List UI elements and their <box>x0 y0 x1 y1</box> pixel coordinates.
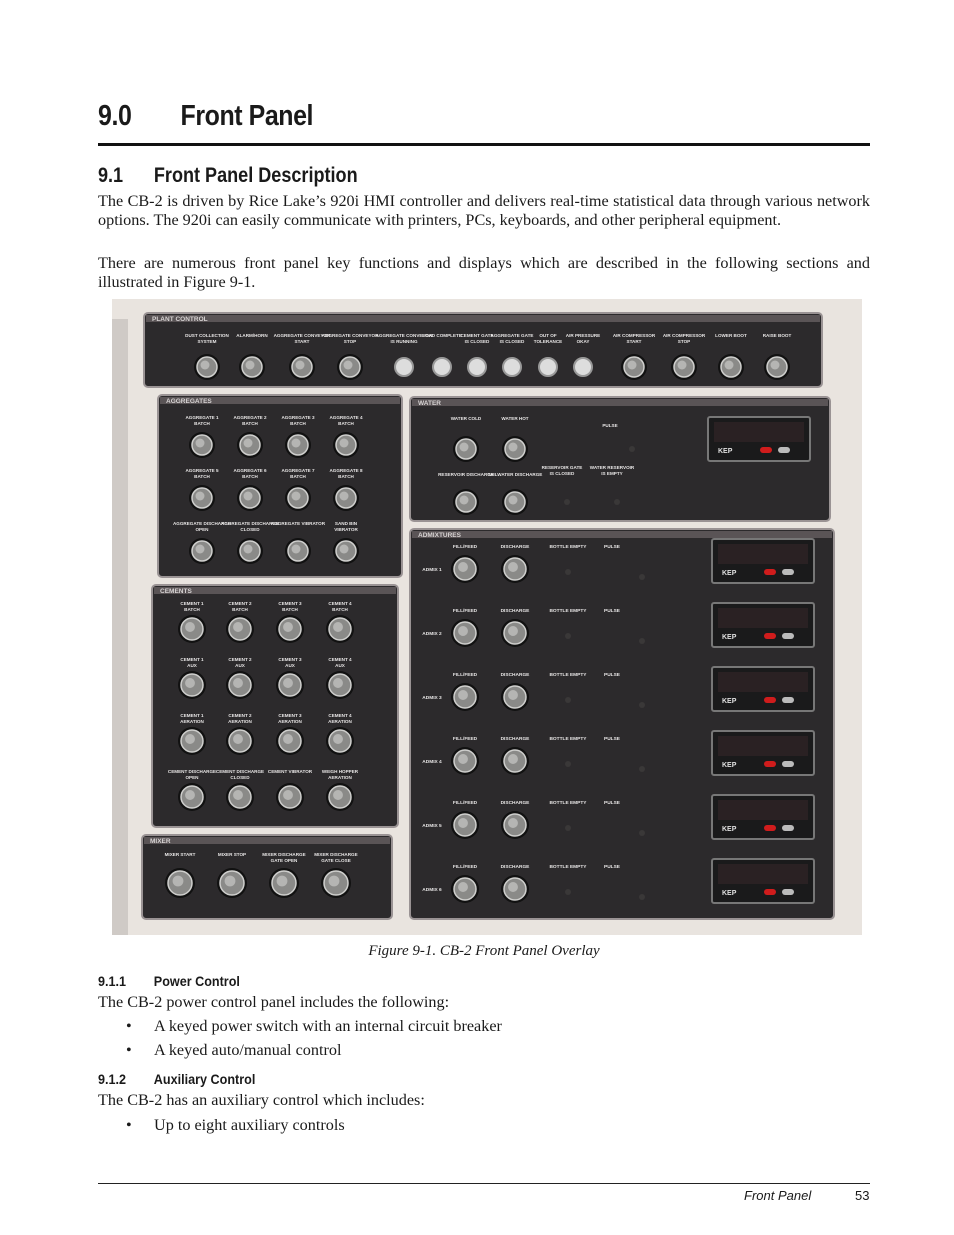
power-intro: The CB-2 power control panel includes the following: <box>98 993 450 1011</box>
admix-row-label: ADMIX 2 <box>422 632 442 637</box>
admix-led <box>565 825 571 831</box>
plant-control-label: DUST COLLECTION <box>185 333 229 338</box>
plant-control-label: AGGREGATE CONVEYOR <box>375 333 433 338</box>
water-led <box>564 499 570 505</box>
aggregates-knob-highlight <box>340 439 349 448</box>
admix-fill-knob-highlight <box>458 754 468 764</box>
cements-label: BATCH <box>232 607 248 612</box>
indicator-lamp <box>539 358 557 376</box>
admix-column-label: BOTTLE EMPTY <box>549 737 587 742</box>
admix-kep-display-gray-key <box>782 633 794 639</box>
aggregates-label: BATCH <box>242 474 258 479</box>
plant-control-label: START <box>294 339 310 344</box>
plant-control-label: AIR COMPRESSOR <box>612 333 656 338</box>
aggregates-knob-highlight <box>244 439 253 448</box>
chapter-title: Front Panel <box>180 100 314 132</box>
plant-control-knob-highlight <box>201 361 210 370</box>
aggregates-knob-highlight <box>196 492 205 501</box>
plant-control-label: OKAY <box>576 339 590 344</box>
mixer-panel-title-bar <box>144 837 390 844</box>
admix-kep-display-gray-key <box>782 889 794 895</box>
aggregates-label: BATCH <box>290 474 306 479</box>
water-kep-display-window <box>714 422 804 442</box>
mixer-label: MIXER DISCHARGE <box>262 852 306 857</box>
plant-control-label: TOLERANCE <box>533 339 563 344</box>
page-number: 53 <box>855 1188 870 1203</box>
water-label: RESERVOIR DISCHARGE <box>438 472 494 477</box>
water-label: WATER COLD <box>450 416 482 421</box>
aggregates-knob-highlight <box>196 545 205 554</box>
paragraph-intro: The CB-2 is driven by Rice Lake’s 920i HMI controller and delivers real-time statistical data through various network options. The 920i can easily communicate with printers, PCs, keyboards, and other peripheral equipment. <box>98 192 870 229</box>
paragraph-keys: There are numerous front panel key functions and displays which are described in the following sections and illustrated in Figure 9-1. <box>98 254 870 291</box>
cements-label: AUX <box>235 663 245 668</box>
mixer-label: MIXER DISCHARGE <box>314 852 358 857</box>
water-kep-display-red-key <box>760 447 772 453</box>
mixer-knob-highlight <box>173 876 184 887</box>
mixer-label: GATE CLOSE <box>321 858 351 863</box>
admix-row-label: ADMIX 6 <box>422 888 442 893</box>
cements-label: CEMENT 3 <box>278 713 302 718</box>
admixtures-panel-title-bar <box>412 531 832 538</box>
plant-control-knob-highlight <box>628 361 637 370</box>
cements-label: CEMENT 4 <box>328 713 352 718</box>
aggregates-label: AGGREGATE 3 <box>281 415 315 420</box>
bullet-text: A keyed auto/manual control <box>154 1041 342 1059</box>
water-label: WATER RESERVOIR <box>589 465 635 470</box>
cements-label: BATCH <box>282 607 298 612</box>
cements-label: CEMENT DISCHARGE <box>167 769 217 774</box>
cements-label: CEMENT 2 <box>228 657 252 662</box>
mixer-knob-highlight <box>329 876 340 887</box>
water-knob-highlight <box>509 443 518 452</box>
admix-kep-display-brand: KEP <box>722 762 737 769</box>
cements-knob-highlight <box>185 790 195 800</box>
indicator-lamp <box>433 358 451 376</box>
aggregates-label: BATCH <box>338 421 354 426</box>
front-panel-photo <box>112 299 862 935</box>
water-label: WATER HOT <box>501 416 529 421</box>
aggregates-label: AGGREGATE 4 <box>329 415 363 420</box>
cements-label: CEMENT 1 <box>180 601 204 606</box>
admix-led <box>565 889 571 895</box>
plant-control-knob-highlight <box>771 361 780 370</box>
admix-fill-knob-highlight <box>458 690 468 700</box>
plant-control-knob-highlight <box>246 361 255 370</box>
bullet-item <box>126 1017 502 1036</box>
cements-knob-highlight <box>233 678 243 688</box>
aggregates-label: BATCH <box>242 421 258 426</box>
cements-knob-highlight <box>233 790 243 800</box>
cements-knob-highlight <box>283 790 293 800</box>
water-kep-display-brand: KEP <box>718 448 733 455</box>
subsection-number: 9.1.1 <box>98 973 127 989</box>
cements-label: BATCH <box>332 607 348 612</box>
plant-control-label: IS CLOSED <box>464 339 490 344</box>
admix-fill-knob-highlight <box>458 882 468 892</box>
admix-kep-display-window <box>718 736 808 756</box>
aggregates-label: AGGREGATE 6 <box>233 468 267 473</box>
admix-row-label: ADMIX 5 <box>422 824 442 829</box>
water-label: RESERVOIR GATE <box>541 465 583 470</box>
cements-knob-highlight <box>333 790 343 800</box>
plant-control-knob-highlight <box>725 361 734 370</box>
admix-column-label: DISCHARGE <box>500 545 530 550</box>
cements-knob-highlight <box>333 734 343 744</box>
admix-row-label: ADMIX 4 <box>422 760 442 765</box>
cements-label: AERATION <box>228 719 252 724</box>
cements-label: CEMENT 2 <box>228 713 252 718</box>
admix-column-label: DISCHARGE <box>500 801 530 806</box>
water-panel-title: WATER <box>418 400 441 407</box>
water-knob-highlight <box>509 496 518 505</box>
cements-label: CEMENT 4 <box>328 657 352 662</box>
mixer-knob-highlight <box>277 876 288 887</box>
admix-column-label: FILL/FEED <box>452 737 478 742</box>
admix-discharge-knob-highlight <box>508 690 518 700</box>
cements-label: AUX <box>187 663 197 668</box>
bullet-text: A keyed power switch with an internal circuit breaker <box>154 1017 502 1035</box>
aggregates-panel-title: AGGREGATES <box>166 398 212 405</box>
plant-control-label: STOP <box>343 339 357 344</box>
cements-knob-highlight <box>283 622 293 632</box>
admix-fill-knob-highlight <box>458 626 468 636</box>
indicator-lamp <box>468 358 486 376</box>
bullet-text: Up to eight auxiliary controls <box>154 1116 345 1134</box>
subsection-title: Power Control <box>153 973 240 989</box>
admix-kep-display-window <box>718 800 808 820</box>
plant-control-knob-highlight <box>678 361 687 370</box>
admix-column-label: PULSE <box>604 545 620 550</box>
admix-kep-display-gray-key <box>782 697 794 703</box>
plant-control-label: RAISE BOOT <box>762 333 792 338</box>
cements-knob-highlight <box>185 734 195 744</box>
aggregates-label: AGGREGATE 5 <box>185 468 219 473</box>
cements-knob-highlight <box>333 622 343 632</box>
plant-control-label: IS RUNNING <box>390 339 418 344</box>
admix-kep-display-red-key <box>764 889 776 895</box>
aggregates-label: BATCH <box>194 421 210 426</box>
plant-control-label: STOP <box>677 339 691 344</box>
cements-knob-highlight <box>185 622 195 632</box>
auxiliary-intro: The CB-2 has an auxiliary control which includes: <box>98 1091 425 1109</box>
plant-control-label: AGGREGATE CONVEYOR <box>273 333 331 338</box>
cements-label: AERATION <box>278 719 302 724</box>
cements-label: BATCH <box>184 607 200 612</box>
admix-led <box>565 633 571 639</box>
chapter-number: 9.0 <box>98 100 132 132</box>
cements-label: CEMENT VIBRATOR <box>267 769 313 774</box>
admix-kep-display-red-key <box>764 633 776 639</box>
plant-control-label: IS CLOSED <box>499 339 525 344</box>
bullet-dot: • <box>126 1116 132 1134</box>
admix-column-label: FILL/FEED <box>452 545 478 550</box>
aggregates-label: AGGREGATE 1 <box>185 415 219 420</box>
footer-rule <box>98 1183 870 1184</box>
admix-led <box>639 638 645 644</box>
aggregates-knob-highlight <box>292 492 301 501</box>
admix-kep-display-red-key <box>764 569 776 575</box>
water-label: IS EMPTY <box>601 471 623 476</box>
admix-column-label: DISCHARGE <box>500 673 530 678</box>
cements-label: AERATION <box>328 775 352 780</box>
cements-label: CEMENT 1 <box>180 657 204 662</box>
subsection-title: Auxiliary Control <box>153 1071 256 1087</box>
admix-kep-display-window <box>718 672 808 692</box>
aggregates-knob-highlight <box>244 492 253 501</box>
admix-fill-knob-highlight <box>458 818 468 828</box>
cements-knob-highlight <box>333 678 343 688</box>
admix-led <box>639 574 645 580</box>
water-knob-highlight <box>460 443 469 452</box>
cements-label: CEMENT 2 <box>228 601 252 606</box>
admix-kep-display-red-key <box>764 825 776 831</box>
admix-kep-display-brand: KEP <box>722 570 737 577</box>
plant-control-label: LOWER BOOT <box>715 333 747 338</box>
admix-column-label: DISCHARGE <box>500 865 530 870</box>
figure-caption: Figure 9-1. CB-2 Front Panel Overlay <box>368 943 600 959</box>
plant-control-panel-title-bar <box>146 315 820 322</box>
section-title: Front Panel Description <box>153 164 358 187</box>
admix-discharge-knob-highlight <box>508 818 518 828</box>
water-label: TAILWATER DISCHARGE <box>487 472 543 477</box>
aggregates-knob-highlight <box>292 439 301 448</box>
cements-label: CEMENT DISCHARGE <box>215 769 265 774</box>
admix-led <box>639 702 645 708</box>
admix-kep-display-red-key <box>764 761 776 767</box>
cements-label: AERATION <box>180 719 204 724</box>
cements-knob-highlight <box>283 734 293 744</box>
admix-led <box>565 569 571 575</box>
admix-fill-knob-highlight <box>458 562 468 572</box>
plant-control-label: OUT OF <box>539 333 557 338</box>
cements-label: CLOSED <box>230 775 250 780</box>
indicator-lamp <box>395 358 413 376</box>
admix-discharge-knob-highlight <box>508 626 518 636</box>
admixtures-panel-title: ADMIXTURES <box>418 532 461 539</box>
plant-control-label: AIR COMPRESSOR <box>662 333 706 338</box>
plant-control-label: SYSTEM <box>197 339 217 344</box>
admix-column-label: BOTTLE EMPTY <box>549 865 587 870</box>
admix-column-label: DISCHARGE <box>500 737 530 742</box>
admix-kep-display-window <box>718 864 808 884</box>
front-panel-figure <box>112 299 862 935</box>
aggregates-label: BATCH <box>290 421 306 426</box>
plant-control-label: ALARM/HORN <box>236 333 268 338</box>
cements-knob-highlight <box>233 734 243 744</box>
admix-column-label: FILL/FEED <box>452 865 478 870</box>
admix-column-label: DISCHARGE <box>500 609 530 614</box>
footer-title: Front Panel <box>744 1188 812 1203</box>
admix-kep-display-brand: KEP <box>722 890 737 897</box>
cements-label: CEMENT 3 <box>278 657 302 662</box>
heading-rule <box>98 143 870 146</box>
admix-column-label: BOTTLE EMPTY <box>549 673 587 678</box>
cements-label: CEMENT 4 <box>328 601 352 606</box>
aggregates-label: AGGREGATE 8 <box>329 468 363 473</box>
admix-column-label: PULSE <box>604 673 620 678</box>
plant-control-knob-highlight <box>344 361 353 370</box>
plant-control-label: START <box>626 339 642 344</box>
admix-column-label: PULSE <box>604 609 620 614</box>
water-led <box>629 446 635 452</box>
subsection-heading-power <box>98 973 240 989</box>
admix-led <box>639 830 645 836</box>
admix-row-label: ADMIX 1 <box>422 568 442 573</box>
plant-control-knob-highlight <box>296 361 305 370</box>
water-label: PULSE <box>602 423 618 428</box>
admix-column-label: PULSE <box>604 737 620 742</box>
admix-led <box>639 894 645 900</box>
admix-kep-display-gray-key <box>782 569 794 575</box>
admix-kep-display-brand: KEP <box>722 698 737 705</box>
water-led <box>614 499 620 505</box>
plant-control-label: CEMENT GATE <box>460 333 494 338</box>
cements-label: AERATION <box>328 719 352 724</box>
aggregates-label: VIBRATOR <box>334 527 358 532</box>
section-number: 9.1 <box>98 164 124 187</box>
mixer-label: MIXER STOP <box>217 852 247 857</box>
aggregates-label: AGGREGATE DISCHARGE <box>172 521 232 526</box>
aggregates-knob-highlight <box>292 545 301 554</box>
admix-discharge-knob-highlight <box>508 562 518 572</box>
admix-column-label: FILL/FEED <box>452 801 478 806</box>
aggregates-label: OPEN <box>195 527 209 532</box>
indicator-lamp <box>503 358 521 376</box>
section-heading <box>98 164 358 188</box>
aggregates-label: AGGREGATE VIBRATOR <box>270 521 326 526</box>
admix-led <box>565 761 571 767</box>
aggregates-knob-highlight <box>244 545 253 554</box>
cements-label: CEMENT 3 <box>278 601 302 606</box>
admix-column-label: PULSE <box>604 865 620 870</box>
admix-column-label: FILL/FEED <box>452 609 478 614</box>
admix-row-label: ADMIX 3 <box>422 696 442 701</box>
admix-column-label: PULSE <box>604 801 620 806</box>
admix-kep-display-red-key <box>764 697 776 703</box>
bullet-dot: • <box>126 1041 132 1059</box>
admix-kep-display-window <box>718 544 808 564</box>
cements-label: OPEN <box>185 775 199 780</box>
admix-kep-display-gray-key <box>782 761 794 767</box>
admix-kep-display-brand: KEP <box>722 826 737 833</box>
plant-control-label: AIR PRESSURE <box>565 333 601 338</box>
admix-column-label: BOTTLE EMPTY <box>549 545 587 550</box>
mixer-label: MIXER START <box>164 852 196 857</box>
indicator-lamp <box>574 358 592 376</box>
cements-knob-highlight <box>185 678 195 688</box>
cements-label: CEMENT 1 <box>180 713 204 718</box>
aggregates-label: AGGREGATE 7 <box>281 468 315 473</box>
plant-control-label: LOAD COMPLETE <box>422 333 462 338</box>
aggregates-knob-highlight <box>340 492 349 501</box>
water-kep-display-gray-key <box>778 447 790 453</box>
bullet-item <box>126 1041 341 1060</box>
admix-kep-display-brand: KEP <box>722 634 737 641</box>
cements-panel-title: CEMENTS <box>160 588 192 595</box>
admix-kep-display-gray-key <box>782 825 794 831</box>
aggregates-knob-highlight <box>196 439 205 448</box>
admix-discharge-knob-highlight <box>508 754 518 764</box>
water-knob-highlight <box>460 496 469 505</box>
admix-column-label: BOTTLE EMPTY <box>549 609 587 614</box>
cements-label: AUX <box>285 663 295 668</box>
cements-label: AUX <box>335 663 345 668</box>
water-label: IS CLOSED <box>549 471 575 476</box>
aggregates-label: SAND BIN <box>334 521 358 526</box>
chapter-heading <box>98 100 313 133</box>
aggregates-knob-highlight <box>340 545 349 554</box>
mixer-panel-title: MIXER <box>150 838 171 845</box>
aggregates-label: AGGREGATE 2 <box>233 415 267 420</box>
mixer-label: GATE OPEN <box>270 858 298 863</box>
admix-led <box>565 697 571 703</box>
bullet-dot: • <box>126 1017 132 1035</box>
aggregates-label: BATCH <box>194 474 210 479</box>
photo-left-edge <box>112 319 128 935</box>
plant-control-label: AGGREGATE CONVEYOR <box>321 333 379 338</box>
aggregates-label: BATCH <box>338 474 354 479</box>
cements-label: WEIGH HOPPER <box>321 769 359 774</box>
cements-knob-highlight <box>233 622 243 632</box>
water-panel-title-bar <box>412 399 828 406</box>
aggregates-label: AGGREGATE DISCHARGE <box>220 521 280 526</box>
admix-led <box>639 766 645 772</box>
admix-kep-display-window <box>718 608 808 628</box>
admix-column-label: FILL/FEED <box>452 673 478 678</box>
bullet-item <box>126 1116 345 1135</box>
mixer-knob-highlight <box>225 876 236 887</box>
plant-control-panel-title: PLANT CONTROL <box>152 316 208 323</box>
subsection-number: 9.1.2 <box>98 1071 127 1087</box>
aggregates-label: CLOSED <box>240 527 260 532</box>
admix-discharge-knob-highlight <box>508 882 518 892</box>
cements-knob-highlight <box>283 678 293 688</box>
plant-control-label: AGGREGATE GATE <box>490 333 534 338</box>
admix-column-label: BOTTLE EMPTY <box>549 801 587 806</box>
subsection-heading-auxiliary <box>98 1071 255 1087</box>
